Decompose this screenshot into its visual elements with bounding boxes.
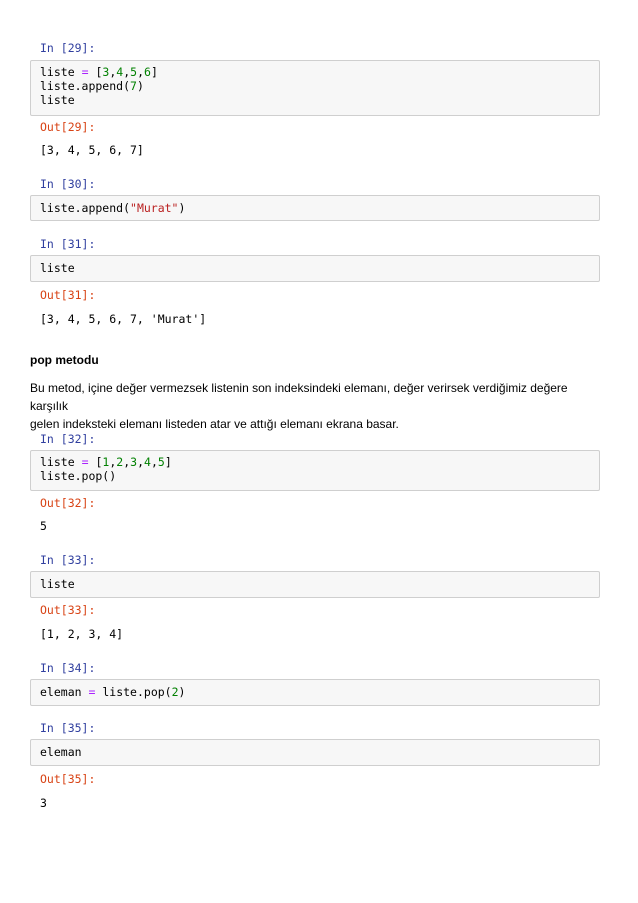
output-31: [3, 4, 5, 6, 7, 'Murat'] [40,312,207,326]
code-token: ] [164,455,172,469]
output-32: 5 [40,519,47,533]
code-token: liste.pop() [40,469,117,483]
code-cell-32[interactable] [30,450,600,491]
cell-code [40,455,172,483]
code-token: ) [178,201,186,215]
code-token: , [150,455,158,469]
code-token: = [88,685,96,699]
out-prompt-33: Out[33]: [40,603,96,617]
out-prompt-29: Out[29]: [40,120,96,134]
code-token: liste [40,65,75,79]
in-prompt-33: In [33]: [40,553,96,567]
paragraph-line: Bu metod, içine değer vermezsek listenin son indeksindeki elemanı, değer verirsek verdiğimiz değere karşılık [30,381,568,413]
cell-code [40,201,185,215]
in-prompt-32: In [32]: [40,432,96,446]
in-prompt-35: In [35]: [40,721,96,735]
code-token: , [109,65,117,79]
code-cell-31[interactable] [30,255,600,282]
code-token: 4 [144,455,151,469]
code-token: 4 [116,65,124,79]
code-token: 2 [171,685,179,699]
code-cell-33[interactable] [30,571,600,598]
in-prompt-29: In [29]: [40,41,96,55]
code-token: eleman [40,685,82,699]
output-35: 3 [40,796,47,810]
code-token: [ [95,455,103,469]
markdown-heading: pop metodu [30,353,99,367]
cell-code: liste [40,261,75,275]
markdown-paragraph [30,379,600,433]
code-token: 7 [130,79,137,93]
code-token: , [137,455,144,469]
cell-code [40,65,158,107]
code-token: liste [40,93,75,107]
code-token: 1 [102,455,110,469]
out-prompt-35: Out[35]: [40,772,96,786]
code-token: = [81,455,89,469]
code-token: ) [136,79,144,93]
in-prompt-34: In [34]: [40,661,96,675]
code-token: ] [150,65,158,79]
code-token: = [81,65,89,79]
code-token: ) [178,685,186,699]
code-cell-34[interactable] [30,679,600,706]
code-token: 5 [157,455,165,469]
code-token: , [123,455,131,469]
code-token: 3 [130,455,138,469]
cell-code [40,685,185,699]
code-token: 3 [102,65,110,79]
code-token: , [109,455,117,469]
code-token: 2 [116,455,124,469]
paragraph-line: gelen indeksteki elemanı listeden atar ve attığı elemanı ekrana basar. [30,417,399,431]
code-token: liste.pop( [102,685,172,699]
code-token: 6 [144,65,151,79]
cell-code: liste [40,577,75,591]
out-prompt-31: Out[31]: [40,288,96,302]
code-token: liste.append( [40,79,131,93]
code-token: "Murat" [130,201,179,215]
code-token: , [137,65,144,79]
cell-code: eleman [40,745,82,759]
code-token: liste [40,455,75,469]
out-prompt-32: Out[32]: [40,496,96,510]
code-cell-29[interactable] [30,60,600,116]
code-token: [ [95,65,103,79]
output-33: [1, 2, 3, 4] [40,627,124,641]
output-29: [3, 4, 5, 6, 7] [40,143,144,157]
code-cell-35[interactable] [30,739,600,766]
in-prompt-31: In [31]: [40,237,96,251]
code-token: , [123,65,131,79]
code-token: 5 [130,65,138,79]
code-token: liste.append( [40,201,131,215]
code-cell-30[interactable] [30,195,600,221]
in-prompt-30: In [30]: [40,177,96,191]
